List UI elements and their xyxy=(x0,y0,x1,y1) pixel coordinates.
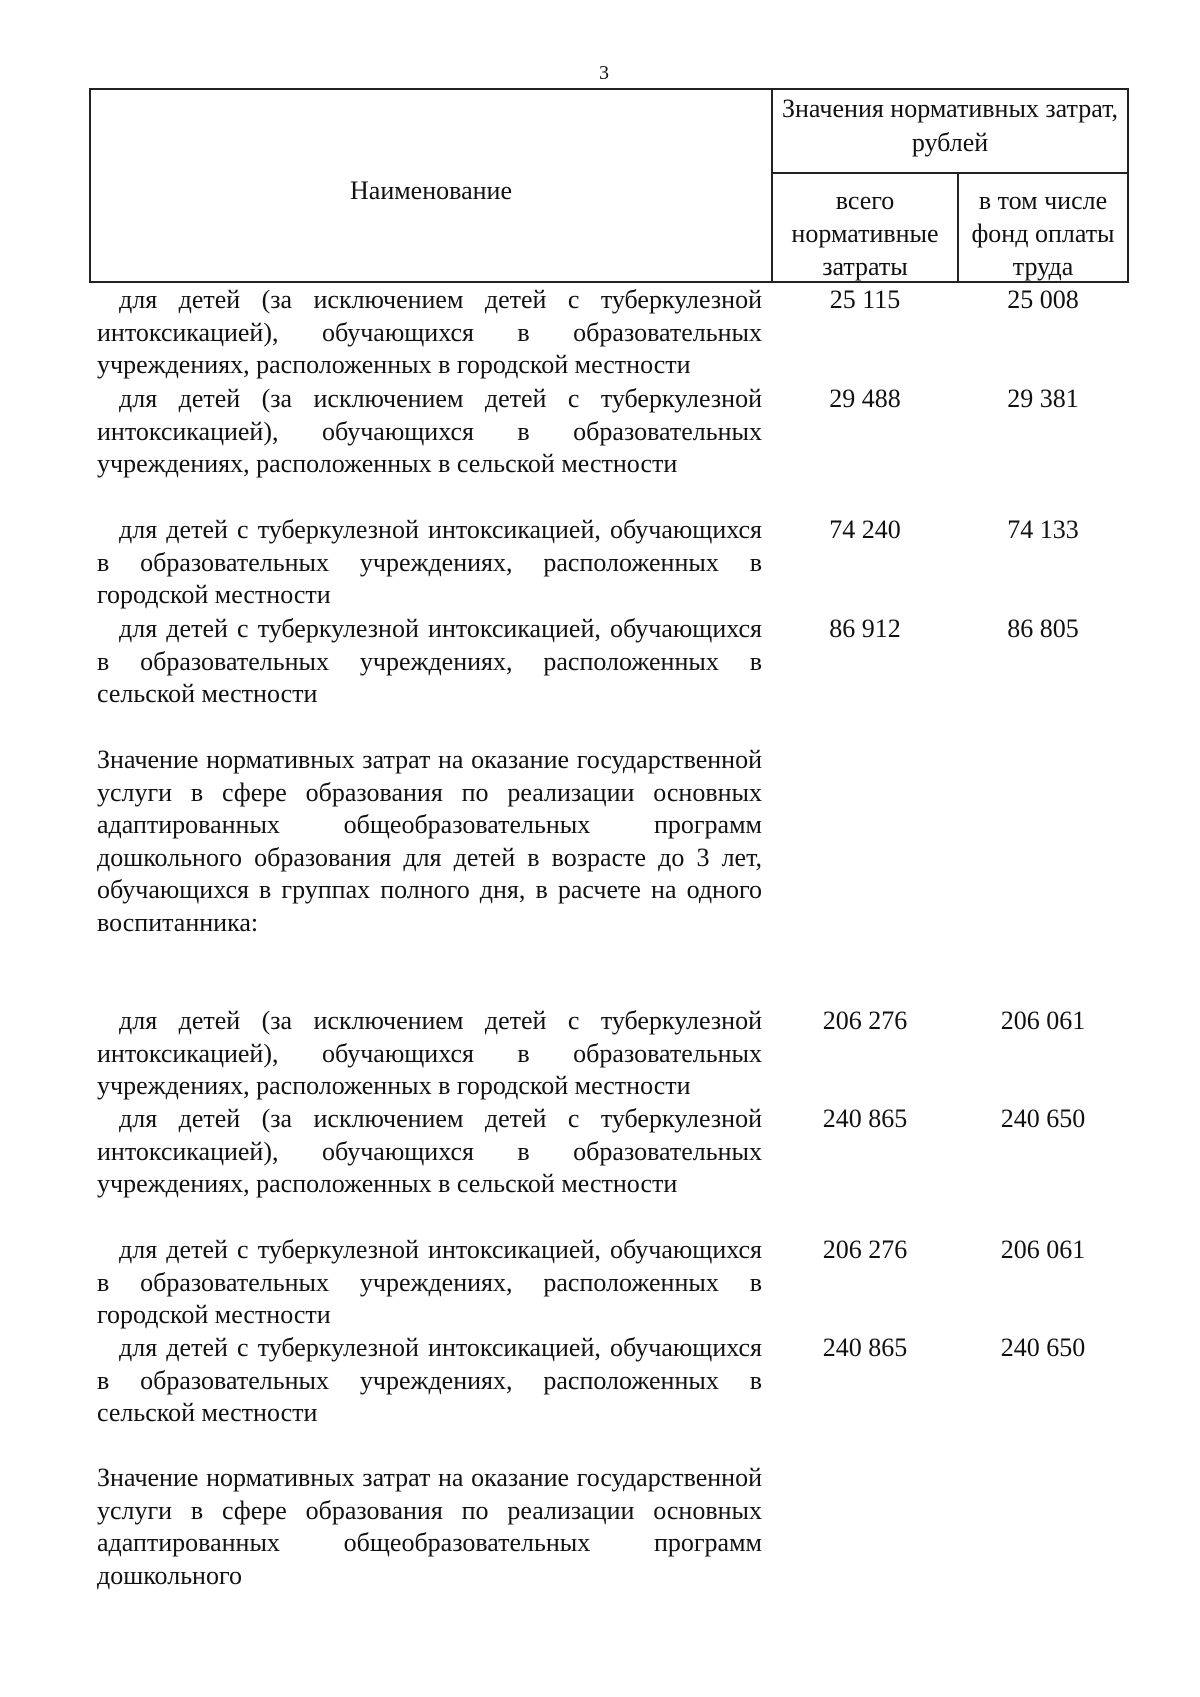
row-total-value: 206 276 xyxy=(822,1235,908,1264)
wage-column-header: в том числе фонд оплаты труда xyxy=(971,186,1115,281)
values-column-header: Значения нормативных затрат, рублей xyxy=(781,94,1119,157)
row-description: для детей (за исключением детей с туберкулезной интоксикацией), обучающихся в образовательных учреждениях, расположенных в городской местности xyxy=(97,1006,762,1100)
table-header xyxy=(89,88,1129,283)
row-total-value: 25 115 xyxy=(829,285,901,314)
row-total-value: 206 276 xyxy=(822,1006,908,1035)
row-wage-value: 206 061 xyxy=(1000,1235,1086,1264)
section-heading-text: Значение нормативных затрат на оказание государственной услуги в сфере образования по реализации основных адаптированных общеобразовательных программ дошкольного xyxy=(97,1463,762,1590)
row-wage-value: 29 381 xyxy=(1007,384,1079,413)
row-wage-value: 74 133 xyxy=(1007,515,1079,544)
row-wage-value: 86 805 xyxy=(1007,614,1079,643)
row-total-value: 29 488 xyxy=(829,384,901,413)
row-description: для детей с туберкулезной интоксикацией, обучающихся в образовательных учреждениях, расположенных в сельской местности xyxy=(97,614,762,708)
row-wage-value: 240 650 xyxy=(1000,1333,1086,1362)
row-total-value: 74 240 xyxy=(829,515,901,544)
row-description: для детей с туберкулезной интоксикацией, обучающихся в образовательных учреждениях, расположенных в городской местности xyxy=(97,515,762,609)
row-description: для детей (за исключением детей с туберкулезной интоксикацией), обучающихся в образовательных учреждениях, расположенных в сельской местности xyxy=(97,384,762,478)
row-wage-value: 206 061 xyxy=(1000,1006,1086,1035)
row-total-value: 240 865 xyxy=(822,1333,908,1362)
name-column-label: Наименование xyxy=(350,176,512,205)
row-description: для детей (за исключением детей с туберкулезной интоксикацией), обучающихся в образовательных учреждениях, расположенных в городской местности xyxy=(97,285,762,379)
total-column-header: всего нормативные затраты xyxy=(791,186,939,281)
page-number: 3 xyxy=(599,62,609,84)
row-wage-value: 240 650 xyxy=(1000,1104,1086,1133)
row-total-value: 240 865 xyxy=(822,1104,908,1133)
row-description: для детей с туберкулезной интоксикацией, обучающихся в образовательных учреждениях, расположенных в городской местности xyxy=(97,1235,762,1329)
row-wage-value: 25 008 xyxy=(1007,285,1079,314)
header-divider xyxy=(773,172,1127,174)
section-heading-text: Значение нормативных затрат на оказание государственной услуги в сфере образования по реализации основных адаптированных общеобразовательных программ дошкольного образования для детей в возрасте до 3 лет, обучающихся в группах полного дня, в расчете на одного воспитанника: xyxy=(97,745,762,937)
row-description: для детей (за исключением детей с туберкулезной интоксикацией), обучающихся в образовательных учреждениях, расположенных в сельской местности xyxy=(97,1104,762,1198)
row-total-value: 86 912 xyxy=(829,614,901,643)
name-column-header xyxy=(91,90,773,281)
row-description: для детей с туберкулезной интоксикацией, обучающихся в образовательных учреждениях, расположенных в сельской местности xyxy=(97,1333,762,1427)
